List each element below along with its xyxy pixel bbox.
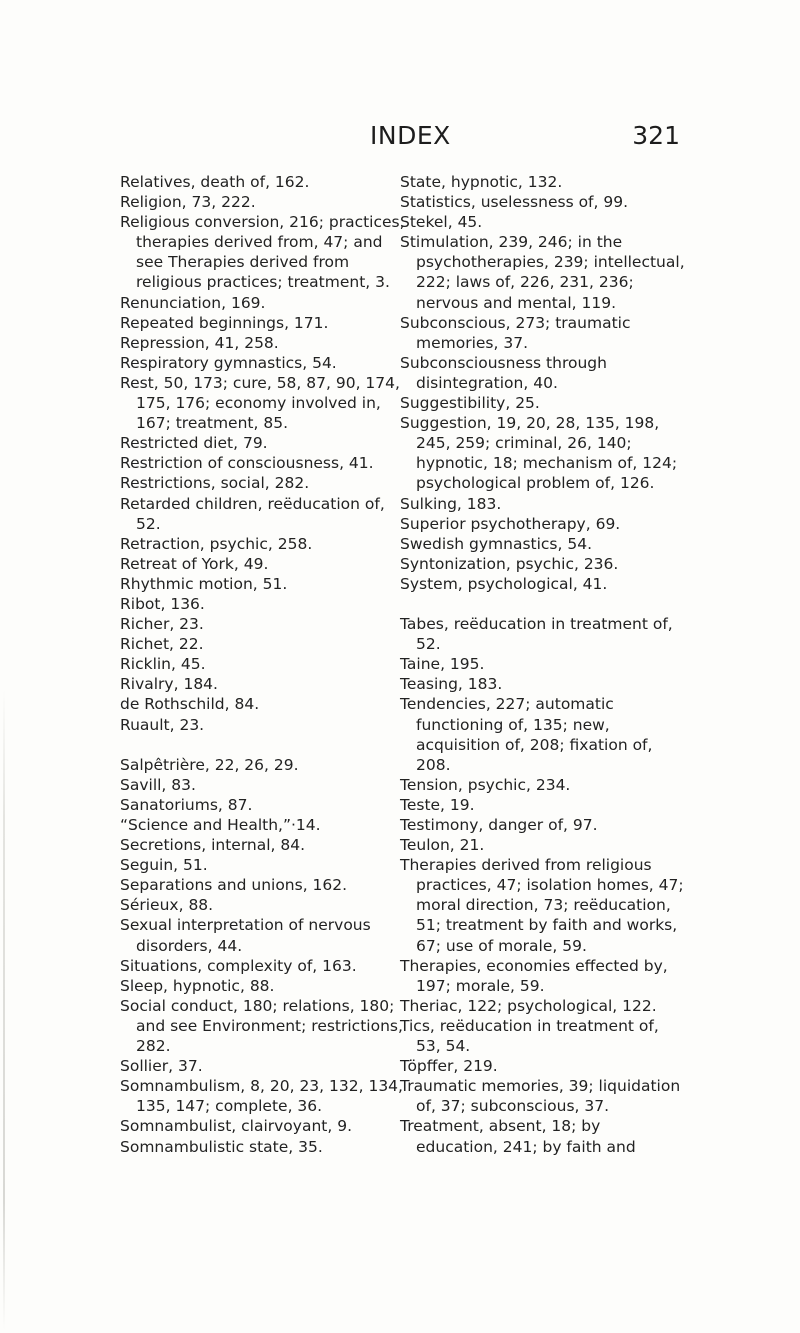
index-entry: Sanatoriums, 87. bbox=[120, 795, 253, 814]
index-entry: Tabes, reëducation in treatment of, 52. bbox=[400, 615, 673, 654]
index-entry: Social conduct, 180; relations, 180; and see Environment; restrictions, 282. bbox=[120, 996, 403, 1056]
index-column-left bbox=[120, 172, 408, 1157]
index-entry: Stekel, 45. bbox=[400, 213, 483, 232]
index-entry: Sérieux, 88. bbox=[120, 896, 214, 915]
index-entry: “Science and Health,”·14. bbox=[120, 816, 321, 834]
index-entry: Renunciation, 169. bbox=[120, 293, 266, 312]
page-edge-shadow bbox=[3, 690, 5, 1330]
index-entry: Restriction of consciousness, 41. bbox=[120, 454, 374, 473]
index-entry: Subconsciousness through disintegration, 40. bbox=[400, 353, 607, 392]
index-entry: Teasing, 183. bbox=[400, 675, 503, 694]
index-entry: Tics, reëducation in treatment of, 53, 54. bbox=[400, 1016, 659, 1056]
index-entry: Suggestibility, 25. bbox=[400, 394, 540, 413]
index-entry: Rivalry, 184. bbox=[120, 675, 218, 694]
index-entry: Teste, 19. bbox=[400, 795, 475, 814]
index-entry: Tension, psychic, 234. bbox=[400, 775, 571, 794]
index-entry: Savill, 83. bbox=[120, 775, 196, 794]
running-header bbox=[120, 121, 680, 157]
index-entry: Teulon, 21. bbox=[400, 836, 485, 855]
page-number: 321 bbox=[632, 121, 680, 150]
index-entry: Subconscious, 273; traumatic memories, 37. bbox=[400, 313, 631, 352]
index-entry: Salpêtrière, 22, 26, 29. bbox=[120, 755, 299, 774]
index-entry: Statistics, uselessness of, 99. bbox=[400, 193, 629, 212]
index-entry: Retraction, psychic, 258. bbox=[120, 534, 313, 553]
index-entry: Stimulation, 239, 246; in the psychotherapies, 239; intellectual, 222; laws of, 226, 231, 236; nervous and mental, 119. bbox=[400, 233, 685, 312]
index-entry: Respiratory gymnastics, 54. bbox=[120, 353, 337, 372]
index-entry: Situations, complexity of, 163. bbox=[120, 956, 357, 975]
index-entry: Superior psychotherapy, 69. bbox=[400, 514, 621, 533]
index-entry: Somnambulism, 8, 20, 23, 132, 134, 135, 147; complete, 36. bbox=[120, 1077, 403, 1116]
index-entry: Suggestion, 19, 20, 28, 135, 198, 245, 259; criminal, 26, 140; hypnotic, 18; mechanism of, 124; psychological problem of, 126. bbox=[400, 414, 678, 493]
index-entry: de Rothschild, 84. bbox=[120, 695, 260, 714]
index-entry: Sleep, hypnotic, 88. bbox=[120, 976, 275, 995]
index-entry: Therapies, economies effected by, 197; morale, 59. bbox=[400, 956, 668, 995]
index-entry: System, psychological, 41. bbox=[400, 574, 608, 593]
index-entry: Testimony, danger of, 97. bbox=[400, 816, 598, 834]
index-entry: Religious conversion, 216; practices, therapies derived from, 47; and see Therapies derived from religious practices; treatment, 3. bbox=[120, 213, 405, 292]
index-entry: Restrictions, social, 282. bbox=[120, 474, 310, 493]
index-entry: Secretions, internal, 84. bbox=[120, 836, 306, 855]
running-title: INDEX bbox=[370, 121, 451, 150]
index-column-right bbox=[400, 172, 686, 1157]
index-entry: Taine, 195. bbox=[400, 655, 485, 674]
index-entry: Retreat of York, 49. bbox=[120, 554, 269, 573]
index-entry: Sollier, 37. bbox=[120, 1057, 203, 1076]
index-entry: Religion, 73, 222. bbox=[120, 193, 256, 212]
index-entry: Rest, 50, 173; cure, 58, 87, 90, 174, 175, 176; economy involved in, 167; treatment, 85. bbox=[120, 373, 400, 433]
index-entry: Somnambulistic state, 35. bbox=[120, 1137, 323, 1156]
index-entry: Traumatic memories, 39; liquidation of, 37; subconscious, 37. bbox=[400, 1077, 681, 1116]
index-entry: Relatives, death of, 162. bbox=[120, 173, 310, 191]
index-entry: Tendencies, 227; automatic functioning of, 135; new, acquisition of, 208; fixation of, 208. bbox=[400, 695, 653, 774]
index-entry: Töpffer, 219. bbox=[400, 1057, 498, 1076]
index-entry: Rhythmic motion, 51. bbox=[120, 574, 288, 593]
index-entry: Ruault, 23. bbox=[120, 715, 205, 734]
index-entry: Repeated beginnings, 171. bbox=[120, 313, 329, 332]
index-entry: Swedish gymnastics, 54. bbox=[400, 534, 593, 553]
index-entry: Sexual interpretation of nervous disorders, 44. bbox=[120, 916, 371, 955]
index-entry: Syntonization, psychic, 236. bbox=[400, 554, 619, 573]
index-entry: Repression, 41, 258. bbox=[120, 333, 279, 352]
index-entry: Restricted diet, 79. bbox=[120, 434, 268, 453]
section-gap bbox=[400, 594, 686, 614]
index-entry: Richer, 23. bbox=[120, 615, 204, 634]
index-entry: Therapies derived from religious practices, 47; isolation homes, 47; moral direction, 73; reëducation, 51; treatment by faith and works, 67; use of morale, 59. bbox=[400, 856, 684, 955]
index-entry: Ribot, 136. bbox=[120, 594, 205, 613]
index-entry: Seguin, 51. bbox=[120, 856, 208, 875]
index-entry: Theriac, 122; psychological, 122. bbox=[400, 996, 657, 1015]
index-entry: State, hypnotic, 132. bbox=[400, 173, 563, 191]
index-entry: Richet, 22. bbox=[120, 635, 204, 654]
index-entry: Separations and unions, 162. bbox=[120, 876, 348, 895]
index-entry: Ricklin, 45. bbox=[120, 655, 206, 674]
section-gap bbox=[120, 735, 408, 755]
index-entry: Sulking, 183. bbox=[400, 494, 502, 513]
index-entry: Treatment, absent, 18; by education, 241; by faith and bbox=[400, 1117, 636, 1156]
index-entry: Somnambulist, clairvoyant, 9. bbox=[120, 1117, 353, 1136]
index-entry: Retarded children, reëducation of, 52. bbox=[120, 494, 385, 533]
